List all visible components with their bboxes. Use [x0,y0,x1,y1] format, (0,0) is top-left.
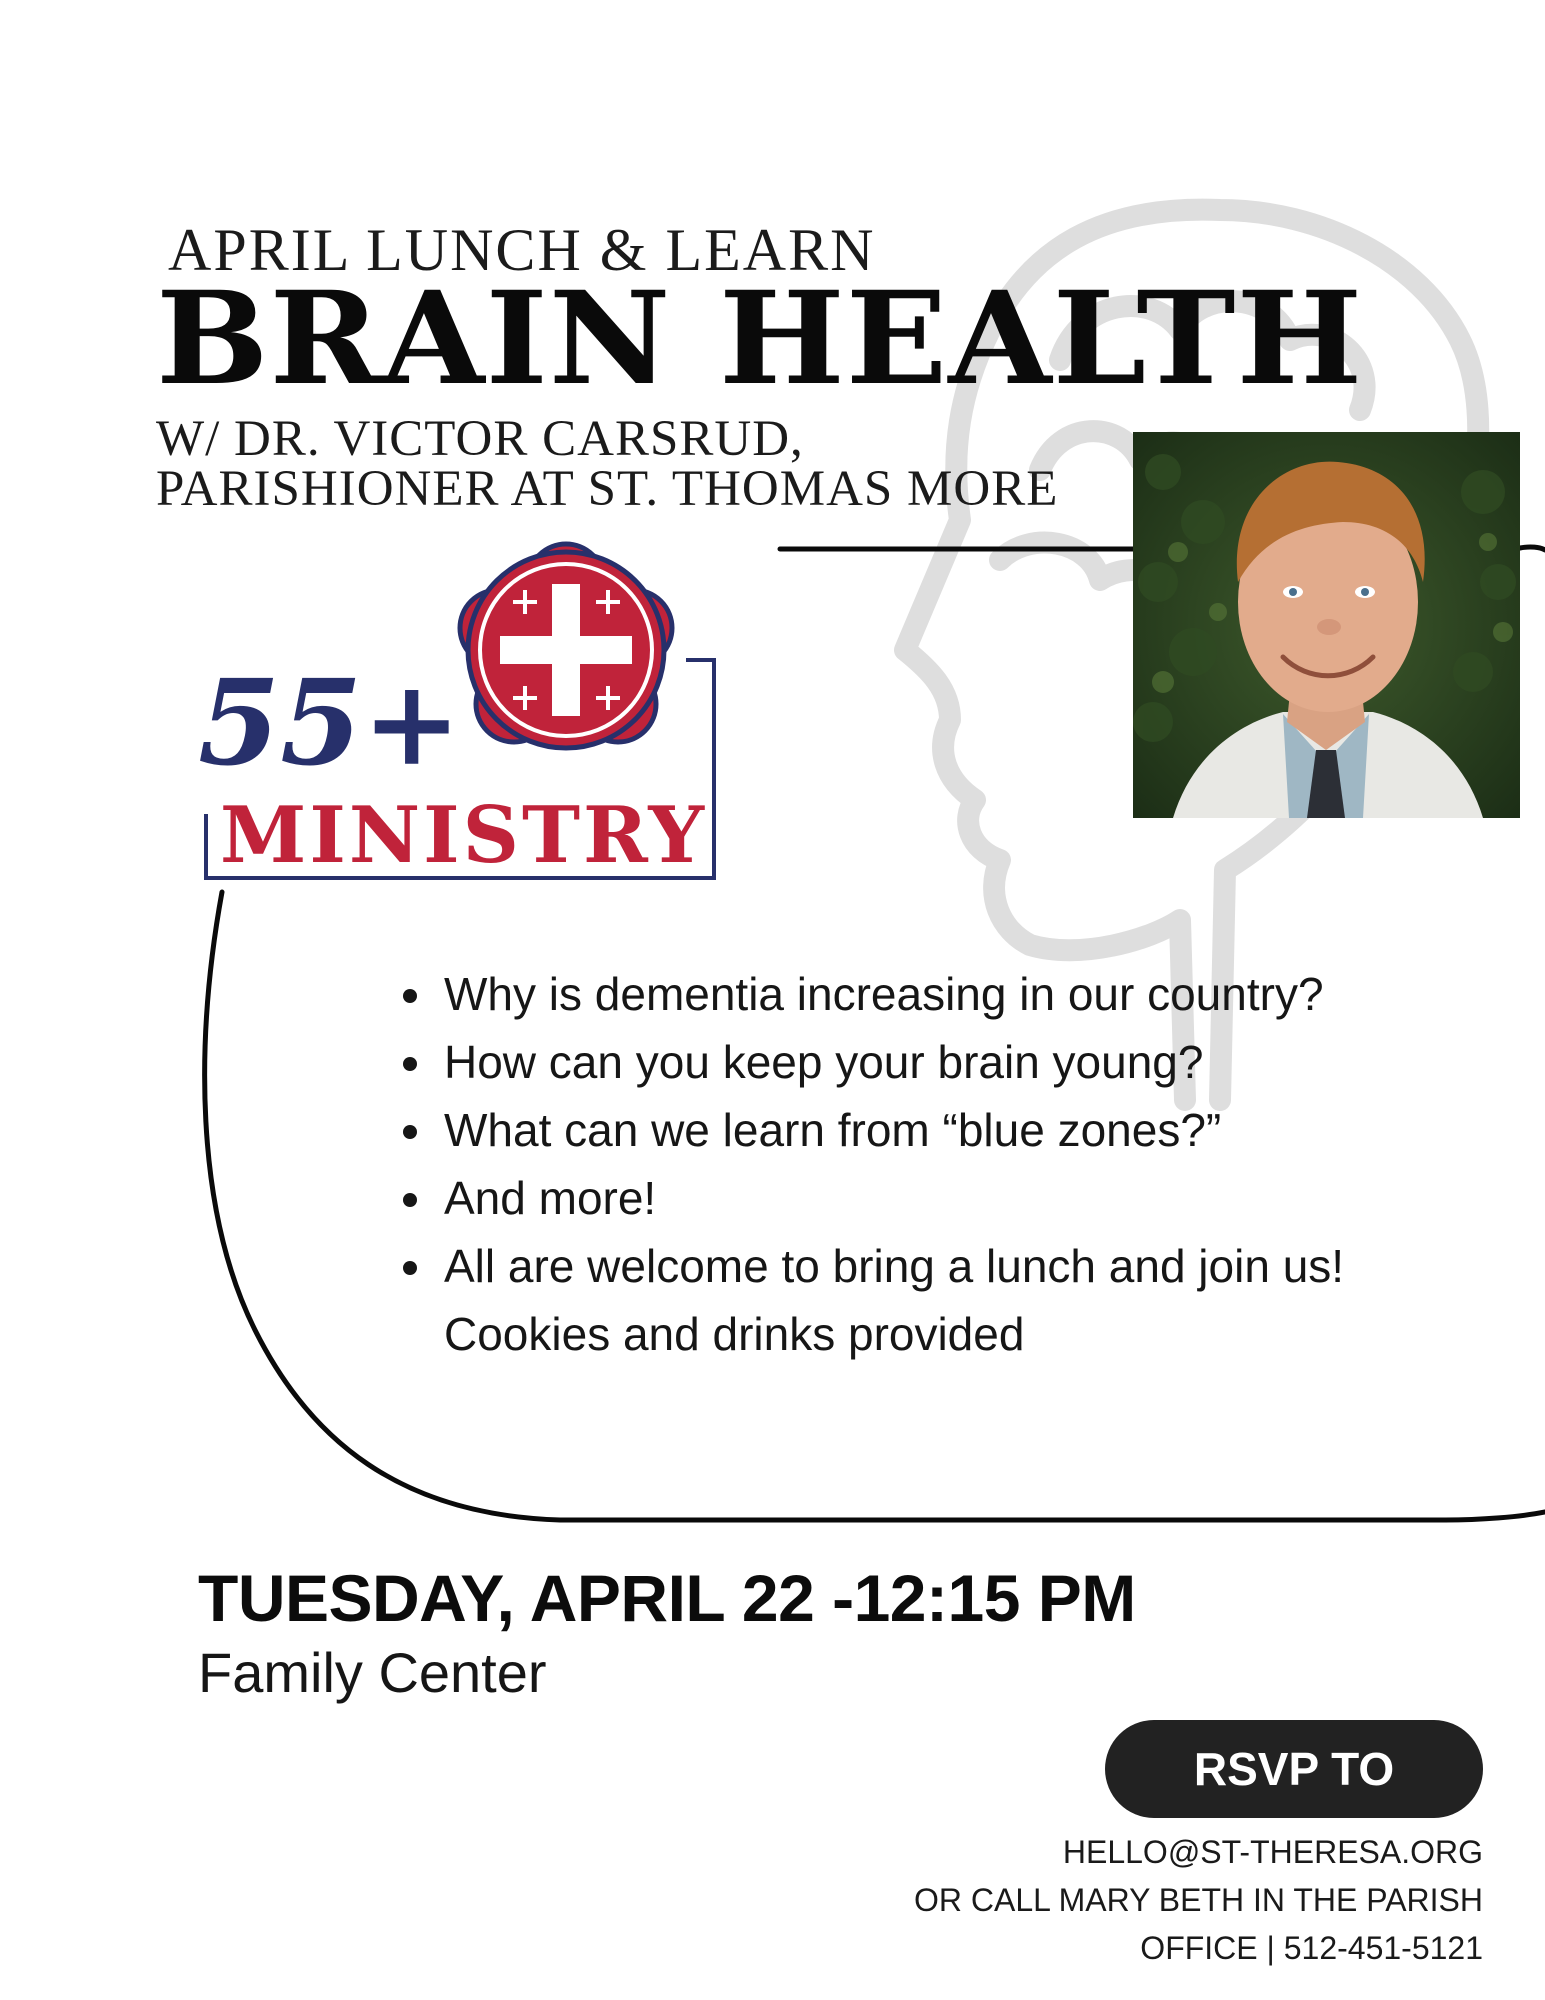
logo-name-text: MINISTRY [220,790,708,881]
logo-age-text: 55+ [198,653,462,792]
topic-list [392,960,1448,1368]
list-item: • All are welcome to bring a lunch and join us! Cookies and drinks provided [438,1232,1448,1368]
ministry-logo [198,532,718,882]
page-title: BRAIN HEALTH [156,264,1364,414]
jerusalem-cross-icon [460,544,672,748]
right-divider-stub [1520,547,1545,550]
speaker-portrait-image [1133,432,1520,818]
speaker-info [156,411,1059,517]
rsvp-contact [914,1828,1483,1972]
speaker-name: W/ DR. VICTOR CARSRUD, [156,411,804,467]
event-kicker: APRIL LUNCH & LEARN [168,217,876,283]
list-item: • Why is dementia increasing in our country? [438,960,1448,1028]
rsvp-button[interactable]: RSVP TO [1105,1720,1483,1818]
speaker-photo [1133,432,1520,818]
event-location: Family Center [198,1641,547,1704]
list-item: • How can you keep your brain young? [438,1028,1448,1096]
event-date-time: TUESDAY, APRIL 22 -12:15 PM [198,1561,1136,1635]
rsvp-office-phone: OFFICE | 512-451-5121 [1140,1930,1483,1966]
speaker-affiliation: PARISHIONER AT ST. THOMAS MORE [156,461,1059,517]
rsvp-call-text: OR CALL MARY BETH IN THE PARISH [913,1882,1483,1918]
list-item: • What can we learn from “blue zones?” [438,1096,1448,1164]
rsvp-email-link[interactable]: HELLO@ST-THERESA.ORG [1062,1834,1483,1870]
list-item: • And more! [438,1164,1448,1232]
